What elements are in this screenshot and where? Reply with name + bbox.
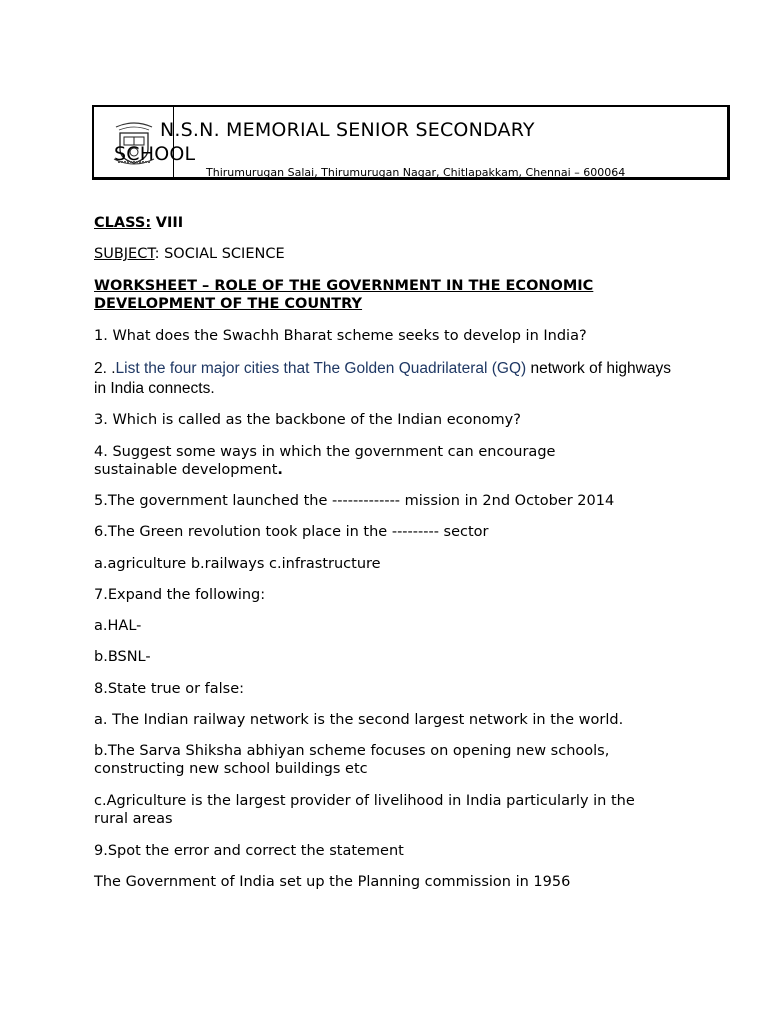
question-4-end: . bbox=[277, 462, 283, 478]
question-8a: a. The Indian railway network is the second largest network in the world. bbox=[94, 712, 624, 728]
question-8: 8.State true or false: bbox=[94, 681, 245, 697]
question-1: 1. What does the Swachh Bharat scheme seeks to develop in India? bbox=[94, 328, 587, 344]
question-8b: b.The Sarva Shiksha abhiyan scheme focuses on opening new schools, constructing new school buildings etc bbox=[94, 743, 610, 777]
question-2-prefix: 2. . bbox=[94, 360, 116, 377]
question-7b: b.BSNL- bbox=[94, 649, 151, 665]
question-8c: c.Agriculture is the largest provider of livelihood in India particularly in the rural areas bbox=[94, 793, 635, 827]
class-value: VIII bbox=[155, 215, 184, 231]
question-6: 6.The Green revolution took place in the --------- sector bbox=[94, 524, 489, 540]
subject-line bbox=[94, 245, 684, 263]
question-4 bbox=[94, 443, 614, 479]
question-5: 5.The government launched the ------------- mission in 2nd October 2014 bbox=[94, 493, 615, 509]
question-9-statement: The Government of India set up the Planning commission in 1956 bbox=[94, 874, 571, 890]
question-3: 3. Which is called as the backbone of the Indian economy? bbox=[94, 412, 521, 428]
school-name: N.S.N. MEMORIAL SENIOR SECONDARY SCHOOL bbox=[114, 119, 535, 165]
question-7: 7.Expand the following: bbox=[94, 587, 266, 603]
question-2-rest: network of highways in India connects. bbox=[94, 360, 671, 397]
question-4-text: 4. Suggest some ways in which the government can encourage sustainable development bbox=[94, 444, 556, 478]
question-2-highlight: List the four major cities that The Golden Quadrilateral (GQ) bbox=[115, 360, 527, 377]
question-6-options: a.agriculture b.railways c.infrastructure bbox=[94, 556, 381, 572]
question-9: 9.Spot the error and correct the statement bbox=[94, 843, 404, 859]
class-label: CLASS: bbox=[94, 215, 152, 231]
question-7a: a.HAL- bbox=[94, 618, 142, 634]
subject-value: : SOCIAL SCIENCE bbox=[154, 246, 285, 262]
worksheet-title: WORKSHEET – ROLE OF THE GOVERNMENT IN THE ECONOMIC DEVELOPMENT OF THE COUNTRY bbox=[94, 278, 594, 312]
class-line bbox=[94, 214, 684, 232]
subject-label: SUBJECT bbox=[94, 246, 155, 262]
school-address: Thirumurugan Salai, Thirumurugan Nagar, Chitlapakkam, Chennai – 600064 bbox=[206, 166, 626, 179]
question-2 bbox=[94, 359, 674, 399]
